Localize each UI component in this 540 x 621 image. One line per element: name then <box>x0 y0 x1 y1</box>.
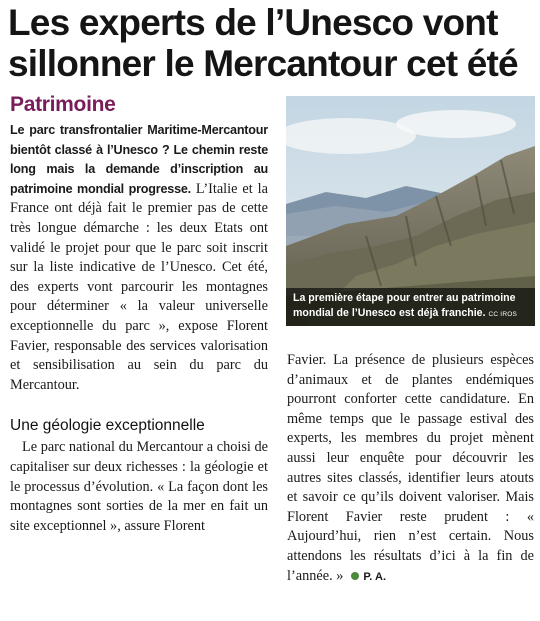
photo-caption <box>286 288 535 326</box>
article-column-left <box>10 121 268 536</box>
headline-line-2: sillonner le Mercantour cet été <box>8 43 518 84</box>
article-column-right <box>287 351 534 587</box>
headline <box>8 2 536 84</box>
lead-text: Le parc transfrontalier Maritime-Mercantour bientôt classé à l’Unesco ? Le chemin reste long mais la demande d’inscription au patrimoine mondial progresse. <box>10 123 268 196</box>
green-dot-icon <box>351 572 359 580</box>
caption-line-1: La première étape pour entrer au patrimoine <box>293 292 516 304</box>
body-paragraph-3-text: Favier. La présence de plusieurs espèces d’animaux et de plantes endémiques pourront conforter cette candidature. En même temps que le passage estival des experts, les membres du projet mènent aussi leur enquête pour découvrir les autres sites classés, identifier leurs atouts et savoir ce qu’ils doivent valoriser. Mais Florent Favier reste prudent : « Aujourd’hui, rien n’est certain. Nous attendons les résultats d’ici à la fin de l’année. » <box>287 352 534 584</box>
headline-line-1: Les experts de l’Unesco vont <box>8 2 498 43</box>
subheading: Une géologie exceptionnelle <box>10 417 205 435</box>
body-paragraph-1: L’Italie et la France ont déjà fait le premier pas de cette très longue démarche : les deux Etats ont validé le projet pour que le parc soit inscrit sur la liste indicative de l’Unesco. Cet été, des experts vont parcourir les montagnes pour déterminer « la valeur universelle exceptionnelle du parc », expose Florent Favier, responsable des services valorisation et sensibilisation au sein du parc du Mercantour. <box>10 180 268 393</box>
article-photo <box>286 96 535 326</box>
photo-credit: CC IROS <box>488 311 518 318</box>
author-signature: P. A. <box>363 570 386 583</box>
caption-line-2 <box>293 306 529 322</box>
section-kicker: Patrimoine <box>10 93 116 116</box>
body-paragraph-2: Le parc national du Mercantour a choisi de capitaliser sur deux richesses : la géologie et le processus d’évolution. « La façon dont les montagnes sont sorties de la mer en fait un site exceptionnel », assure Florent <box>10 439 268 534</box>
caption-line-2-text: mondial de l’Unesco est déjà franchie. <box>293 307 486 319</box>
lead-paragraph <box>10 121 268 395</box>
body-paragraph-3 <box>287 351 534 587</box>
